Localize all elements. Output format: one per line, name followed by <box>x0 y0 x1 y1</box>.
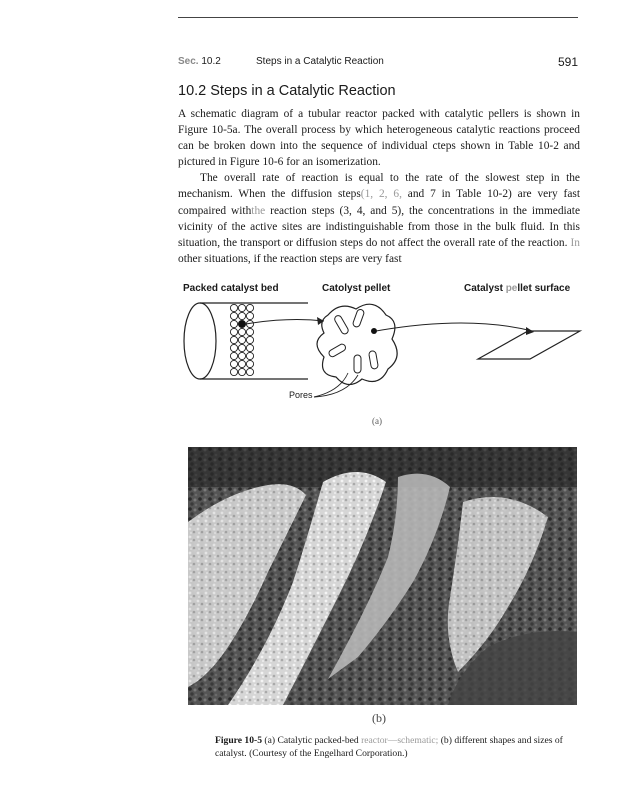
top-rule <box>178 17 578 18</box>
paragraph-1: A schematic diagram of a tubular reactor packed with catalytic pellers is shown in Figure 10-5a. The overall process by which heterogeneous catalytic reactions proceed can be broken down into the sequence of individual cteps shown in Table 10-2 and pictured in Figure 10-6 for an isomerization. <box>178 108 580 169</box>
label-packed-bed: Packed catalyst bed <box>183 283 279 294</box>
body-text <box>178 106 580 267</box>
catalyst-photo <box>188 447 577 705</box>
subfigure-a-label: (a) <box>372 416 382 426</box>
subfigure-b-label: (b) <box>372 711 386 725</box>
section-number: 10.2 <box>201 56 221 67</box>
running-head-section <box>178 56 221 67</box>
running-head <box>178 56 578 70</box>
label-pores: Pores <box>289 390 313 400</box>
reactor-schematic <box>178 295 588 415</box>
section-abbrev: Sec. <box>178 56 199 67</box>
caption-figure-label: Figure 10-5 <box>215 735 262 746</box>
running-head-title: Steps in a Catalytic Reaction <box>256 56 384 67</box>
section-heading: 10.2 Steps in a Catalytic Reaction <box>178 83 396 99</box>
figure-caption: Figure 10-5 (a) Catalytic packed-bed reactor—schematic; (b) different shapes and sizes of catalyst. (Courtesy of the Engelhard Corporation.) <box>215 735 563 759</box>
page-number: 591 <box>557 55 578 69</box>
paragraph-2: The overall rate of reaction is equal to the rate of the slowest step in the mechanism. When the diffusion steps(1, 2, 6, and 7 in Table 10-2) are very fast compaired withthe reaction steps (3, 4, and 5), the concentrations in the immediate vicinity of the active sites are indistinguishable from those in the bulk fluid. In this situation, the transport or diffusion steps do not affect the overall rate of the reaction. In other situations, if the reaction steps are very fast <box>178 172 580 265</box>
label-pellet-surface: Catalyst pellet surface <box>464 283 571 294</box>
label-catalyst-pellet: Catolyst pellet <box>322 283 391 294</box>
